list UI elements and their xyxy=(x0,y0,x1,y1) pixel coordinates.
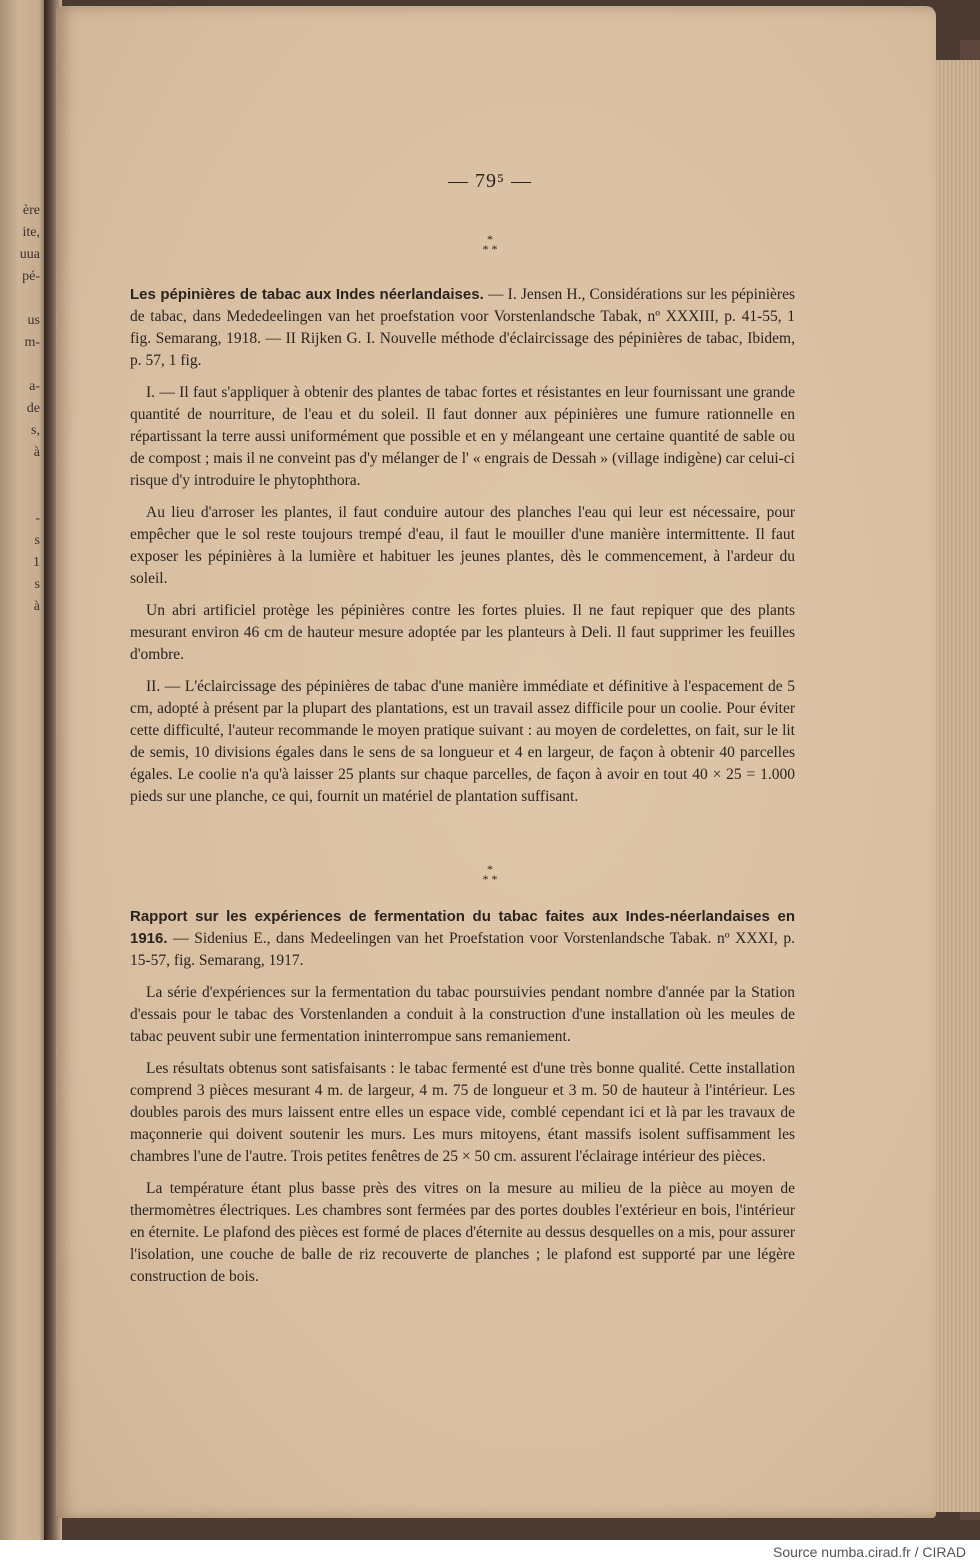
previous-page-fragment: ère xyxy=(22,203,40,218)
previous-page-fragment: 1 xyxy=(33,555,40,570)
previous-page-fragment xyxy=(0,354,40,376)
article-2-paragraph: La température étant plus basse près des vitres on la mesure au milieu de la pièce au moyen de thermomètres électriques. Les chambres sont fermées par des portes doubles l'extérieur en bois, l'intérieur en éternite. Le plafond des pièces est formé de places d'éternite au dessus desquelles on a mis, pour assurer l'isolation, une couche de balle de riz recouverte de planches ; le plafond est supporté par une légère construction de bois. xyxy=(130,1180,795,1285)
previous-page-text-fragments xyxy=(0,200,40,618)
previous-page-fragment: m- xyxy=(24,335,40,350)
article-1-citation: — I. Jensen H., Considérations sur les pépinières de tabac, dans Mededeelingen van het proefstation voor Vorstenlandsche Tabak, nº XXXIII, p. 41-55, 1 fig. Semarang, 1918. — II Rijken G. I. Nouvelle méthode d'éclaircissage des pépinières de tabac, Ibidem, p. 57, 1 fig. xyxy=(130,286,795,369)
previous-page-fragment: à xyxy=(33,599,40,614)
asterism-1: * * * xyxy=(482,232,498,256)
article-1-paragraph: II. — L'éclaircissage des pépinières de tabac d'une manière immédiate et définitive à l'espacement de 5 cm, adopté à présent par la plupart des plantations, est un travail assez difficile pour un coolie. Pour éviter cette difficulté, l'auteur recommande le moyen pratique suivant : au moyen de cordelettes, on fait, sur le lit de semis, 10 divisions égales dans le sens de sa longueur et 4 en largeur, de façon à obtenir 40 parcelles égales. Le coolie n'a qu'à laisser 25 plants sur chaque parcelles, de façon à avoir en tout 40 × 25 = 1.000 pieds sur une planche, ce qui, fournit un matériel de plantation suffisant. xyxy=(130,678,795,805)
previous-page-edge xyxy=(0,0,46,1540)
article-2-paragraph: La série d'expériences sur la fermentation du tabac poursuivies pendant nombre d'année par la Station d'essais pour le tabac des Vorstenlanden a conduit à la construction d'une installation où les meules de tabac peuvent subir une fermentation ininterrompue sans remaniement. xyxy=(130,984,795,1045)
previous-page-fragment: à xyxy=(33,445,40,460)
article-2-title: Rapport sur les expériences de fermentation du tabac faites aux Indes-néerlandaises en 1916. xyxy=(130,908,795,947)
previous-page-fragment: pé- xyxy=(22,269,40,284)
article-2 xyxy=(130,906,795,1298)
page-number: — 79⁵ — xyxy=(448,170,532,192)
article-2-paragraph: Les résultats obtenus sont satisfaisants : le tabac fermenté est d'une très bonne qualité. Cette installation comprend 3 pièces mesurant 4 m. de largeur, 4 m. 75 de longueur et 3 m. 50 de hauteur à l'intérieur. Les doubles parois des murs laissent entre elles un espace vide, comblé cependant ici et là par les travaux de maçonnerie qui doivent soutenir les murs. Les murs mitoyens, étant massifs isolent suffisamment les chambres l'une de l'autre. Trois petites fenêtres de 25 × 50 cm. assurent l'éclairage intérieur des pièces. xyxy=(130,1060,795,1165)
previous-page-fragment: - xyxy=(35,511,40,526)
previous-page-fragment xyxy=(0,288,40,310)
previous-page-fragment xyxy=(0,464,40,486)
article-1 xyxy=(130,284,795,818)
article-1-paragraph: Un abri artificiel protège les pépinières contre les fortes pluies. Il ne faut repiquer que des plants mesurant environ 46 cm de hauteur mesure adoptée par les planteurs à Deli. Il faut supprimer les feuilles d'ombre. xyxy=(130,602,795,663)
article-1-paragraph: I. — Il faut s'appliquer à obtenir des plantes de tabac fortes et résistantes en leur fournissant une grande quantité de nourriture, de l'eau et du soleil. Il faut donner aux pépinières une fumure rationnelle en répartissant la terre aussi uniformément que possible et en y mélangeant une certaine quantité de sable ou de compost ; mais il ne conveint pas d'y mélanger de l' « engrais de Dessah » (village indigène) car celui-ci risque d'y introduire le phytophthora. xyxy=(130,384,795,489)
previous-page-fragment: us xyxy=(27,313,40,328)
article-1-paragraph: Au lieu d'arroser les plantes, il faut conduire autour des planches l'eau qui leur est nécessaire, pour empêcher que le sol reste toujours trempé d'eau, il faut le mouiller d'une manière intermittente. Il faut exposer les pépinières à la lumière et habituer les jeunes plantes, dès le commencement, à l'ardeur du soleil. xyxy=(130,504,795,587)
previous-page-fragment: a- xyxy=(29,379,40,394)
previous-page-fragment: ite, xyxy=(22,225,40,240)
article-1-title: Les pépinières de tabac aux Indes néerlandaises. xyxy=(130,286,484,303)
page-stack-edge xyxy=(936,60,980,1512)
previous-page-fragment: s xyxy=(34,533,40,548)
previous-page-fragment: s, xyxy=(31,423,40,438)
article-2-citation: — Sidenius E., dans Medeelingen van het Proefstation voor Vorstenlandsche Tabak. nº XXXI, p. 15-57, fig. Semarang, 1917. xyxy=(130,930,795,969)
article-2-header xyxy=(130,906,795,972)
previous-page-fragment: uua xyxy=(19,247,40,262)
previous-page-fragment: de xyxy=(26,401,40,416)
asterism-2: * * * xyxy=(482,862,498,886)
previous-page-fragment xyxy=(0,486,40,508)
previous-page-fragment: s xyxy=(34,577,40,592)
source-credit: Source numba.cirad.fr / CIRAD xyxy=(773,1544,966,1560)
article-1-header xyxy=(130,284,795,372)
